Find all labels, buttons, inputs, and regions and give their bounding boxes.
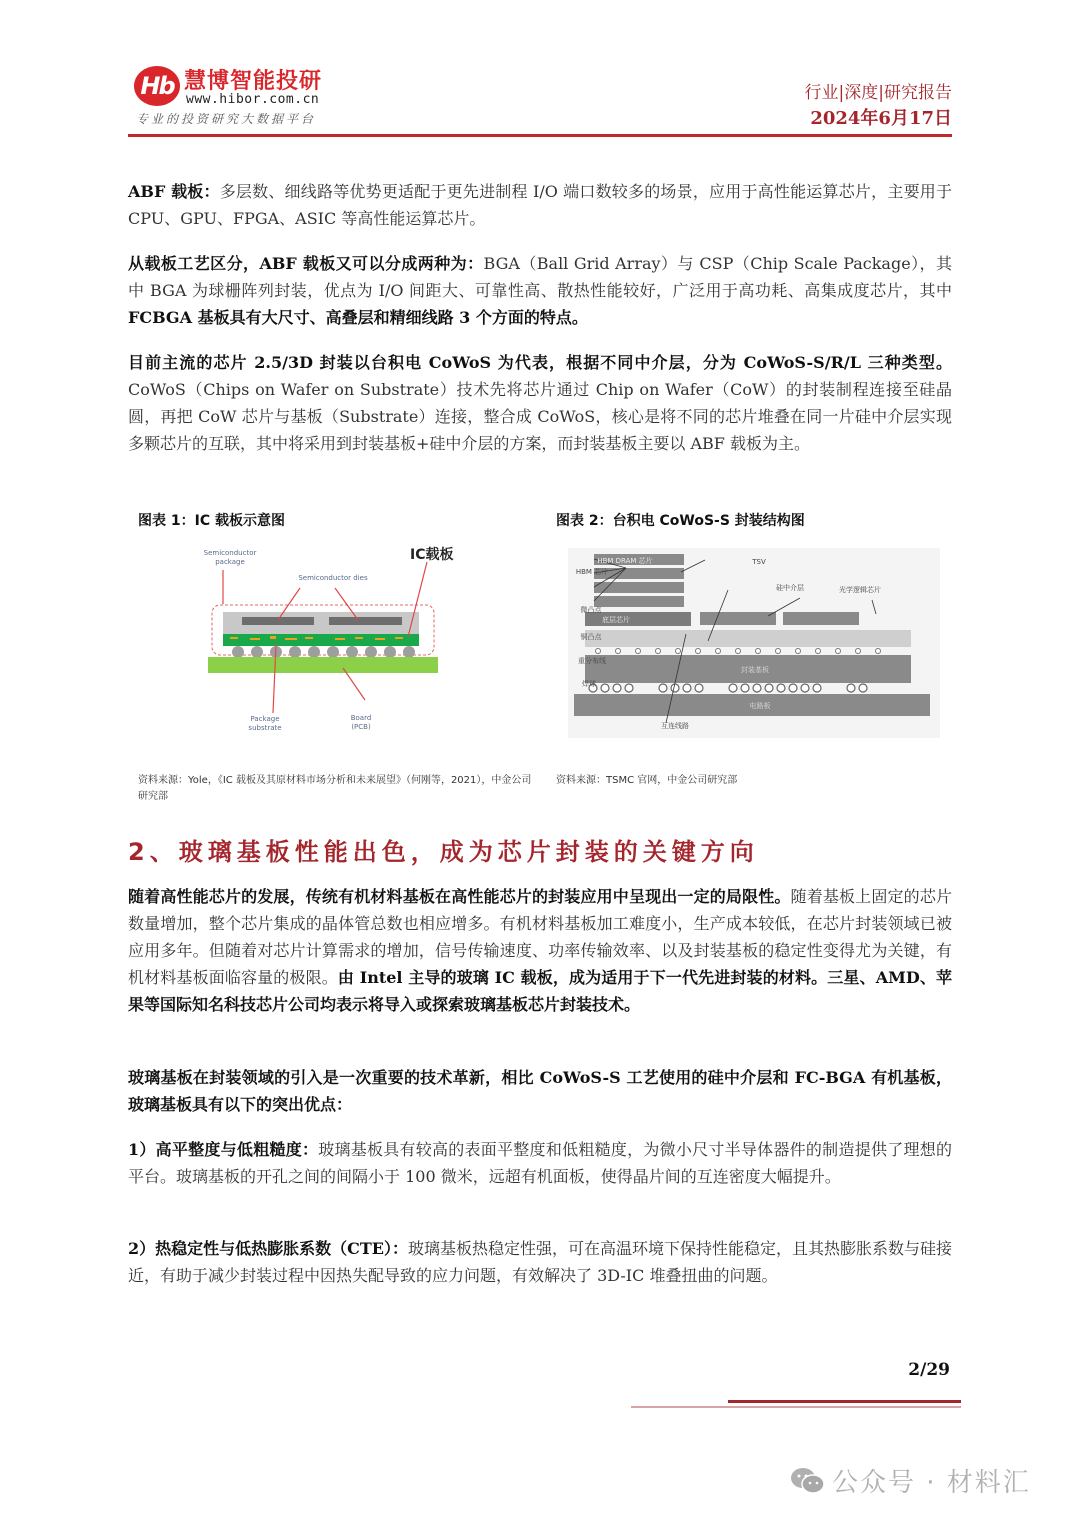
paragraph-text: 玻璃基板热稳定性强，可在高温环境下保持性能稳定，且其热膨胀系数与硅接近，有助于减少封装过程中因热失配导致的应力问题，有效解决了 3D-IC 堆叠扭曲的问题。 xyxy=(128,1239,952,1285)
paragraph-emphasis: 由 Intel 主导的玻璃 IC 载板，成为适用于下一代先进封装的材料。三星、AMD、苹果等国际知名科技芯片公司均表示将导入或探索玻璃基板芯片封装技术。 xyxy=(128,968,952,1014)
brand-slogan: 专业的投资研究大数据平台 xyxy=(136,112,317,126)
figure-1-source: 资料来源：Yole，《IC 载板及其原材料市场分析和未来展望》（何刚等，2021），中金公司研究部 xyxy=(138,775,532,802)
paragraph-text: 多层数、细线路等优势更适配于更先进制程 I/O 端口数较多的场景，应用于高性能运算芯片，主要用于 CPU、GPU、FPGA、ASIC 等高性能运算芯片。 xyxy=(128,182,952,228)
label-package-substrate-2: 封装基板 xyxy=(741,666,769,674)
paragraph-lead: 2）热稳定性与低热膨胀系数（CTE）： xyxy=(128,1239,408,1258)
figure-2-source: 资料来源：TSMC 官网，中金公司研究部 xyxy=(556,775,738,786)
paragraph-text: BGA（Ball Grid Array）与 CSP（Chip Scale Package），其中 BGA 为球栅阵列封装，优点为 I/O 间距大、可靠性高、散热性能较好，广泛用于高功耗、高集成度芯片，其中 xyxy=(128,254,952,300)
watermark-text: 公众号 · 材料汇 xyxy=(832,1468,1031,1498)
paragraph-text: 随着基板上固定的芯片数量增加，整个芯片集成的晶体管总数也相应增多。有机材料基板加工难度小，生产成本较低，在芯片封装领域已被应用多年。但随着对芯片计算需求的增加，信号传输速度、功率传输效率、以及封装基板的稳定性变得尤为关键，有机材料基板面临容量的极限。 xyxy=(128,887,952,987)
label-hbm-dram: HBM DRAM 芯片 xyxy=(597,557,653,565)
label-package-substrate: Package substrate xyxy=(248,715,282,732)
paragraph-cowos xyxy=(128,349,952,457)
brand-logo-icon: Hb xyxy=(134,66,180,106)
paragraph-abf xyxy=(128,178,952,232)
paragraph-abf-types xyxy=(128,250,952,331)
paragraph-lead: 1）高平整度与低粗糙度： xyxy=(128,1140,319,1159)
ic-substrate-illustration xyxy=(180,540,480,740)
figure-1-title: 图表 1：IC 载板示意图 xyxy=(138,513,285,529)
report-date: 2024年6月17日 xyxy=(810,108,952,129)
label-interconnect: 互连线路 xyxy=(661,722,689,730)
label-hbm-chip: HBM 芯片 xyxy=(575,568,609,576)
paragraph-lead: 目前主流的芯片 2.5/3D 封装以台积电 CoWoS 为代表，根据不同中介层，分为 CoWoS-S/R/L 三种类型。 xyxy=(128,353,952,372)
label-board-pcb: Board (PCB) xyxy=(350,714,372,731)
paragraph-glass-background xyxy=(128,883,952,1018)
paragraph-lead: 随着高性能芯片的发展，传统有机材料基板在高性能芯片的封装应用中呈现出一定的局限性。 xyxy=(128,887,791,906)
page-number: 2/29 xyxy=(908,1360,950,1380)
label-logic-chip: 光学逻辑芯片 xyxy=(839,586,881,594)
section-title: 2、玻璃基板性能出色，成为芯片封装的关键方向 xyxy=(128,838,759,866)
label-copper-bump: 铜凸点 xyxy=(580,633,602,641)
label-solder-ball: 焊球 xyxy=(582,680,596,688)
paragraph-advantage-1 xyxy=(128,1136,952,1190)
label-semiconductor-package: Semiconductor package xyxy=(203,549,257,566)
wechat-icon xyxy=(790,1466,826,1496)
label-redistribution-layer: 重分布线 xyxy=(578,657,606,665)
paragraph-lead: 从载板工艺区分，ABF 载板又可以分成两种为： xyxy=(128,254,484,273)
label-semiconductor-dies: Semiconductor dies xyxy=(298,574,368,582)
brand-url[interactable]: www.hibor.com.cn xyxy=(186,92,320,107)
paragraph-lead: 玻璃基板在封装领域的引入是一次重要的技术革新，相比 CoWoS-S 工艺使用的硅中介层和 FC-BGA 有机基板，玻璃基板具有以下的突出优点： xyxy=(128,1068,952,1114)
paragraph-glass-intro xyxy=(128,1064,952,1118)
paragraph-lead: ABF 载板： xyxy=(128,182,220,201)
paragraph-advantage-2 xyxy=(128,1235,952,1289)
paragraph-emphasis: FCBGA 基板具有大尺寸、高叠层和精细线路 3 个方面的特点。 xyxy=(128,308,588,327)
brand-name: 慧博智能投研 xyxy=(184,69,323,94)
footer-divider-light xyxy=(631,1406,961,1408)
header-divider xyxy=(128,134,952,137)
figure-2-title: 图表 2：台积电 CoWoS-S 封装结构图 xyxy=(556,513,805,529)
figure-1-ic-substrate-diagram xyxy=(180,540,480,740)
label-tsv: TSV xyxy=(752,558,766,566)
footer-divider xyxy=(728,1400,961,1403)
paragraph-text: 玻璃基板具有较高的表面平整度和低粗糙度，为微小尺寸半导体器件的制造提供了理想的平台。玻璃基板的开孔之间的间隔小于 100 微米，远超有机面板，使得晶片间的互连密度大幅提升。 xyxy=(128,1140,952,1186)
label-ic-substrate: IC载板 xyxy=(410,547,454,563)
label-pcb-2: 电路板 xyxy=(749,702,771,710)
paragraph-text: CoWoS（Chips on Wafer on Substrate）技术先将芯片通过 Chip on Wafer（CoW）的封装制程连接至硅晶圆，再把 CoW 芯片与基板（Substrate）连接，整合成 CoWoS，核心是将不同的芯片堆叠在同一片硅中介层实现多颗芯片的互联，其中将采用到封装基板+硅中介层的方案，而封装基板主要以 ABF 载板为主。 xyxy=(128,380,952,453)
label-micro-bump: 微凸点 xyxy=(580,606,602,614)
label-base-die: 底层芯片 xyxy=(602,616,630,624)
report-category: 行业|深度|研究报告 xyxy=(804,83,952,103)
label-silicon-interposer: 硅中介层 xyxy=(776,584,804,592)
